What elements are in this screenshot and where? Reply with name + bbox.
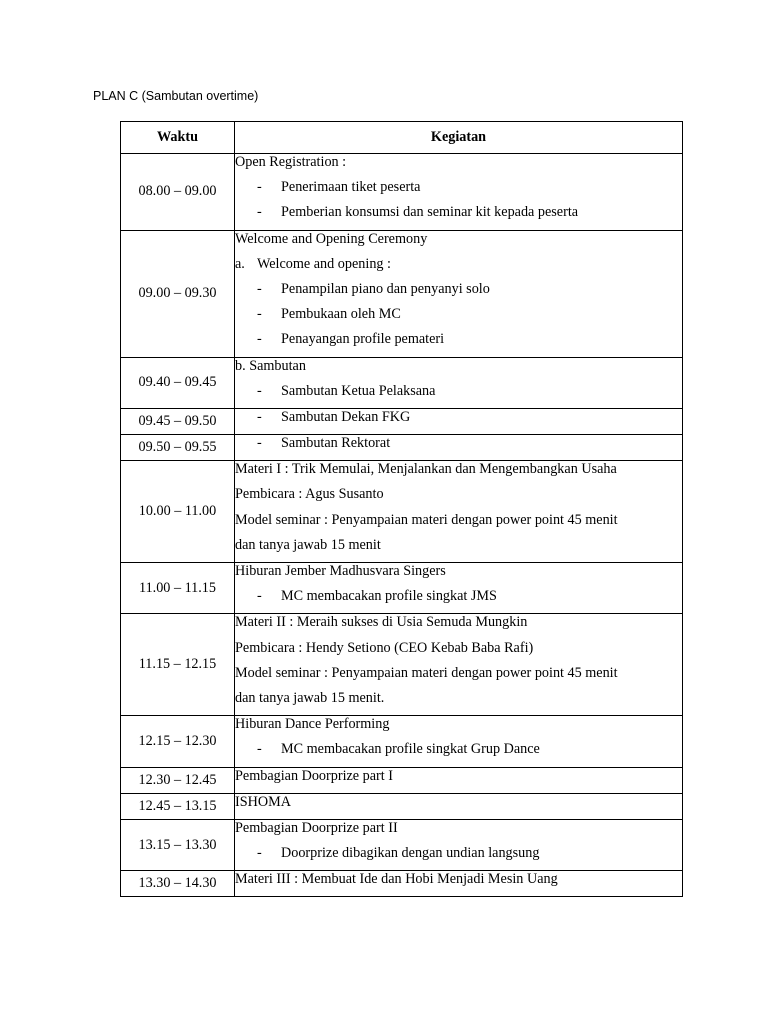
time-cell: 09.50 – 09.55	[121, 435, 235, 461]
dash-marker: -	[257, 280, 262, 297]
table-row	[121, 819, 683, 870]
dash-marker: -	[257, 306, 262, 323]
activity-cell	[235, 793, 683, 819]
item-text: Pembukaan oleh MC	[281, 306, 401, 323]
activity-cell	[235, 357, 683, 408]
bullet-item	[235, 845, 682, 870]
table-row	[121, 461, 683, 563]
table-row	[121, 408, 683, 434]
bullet-item	[235, 331, 682, 356]
table-row	[121, 563, 683, 614]
bullet-item	[235, 435, 682, 460]
time-cell: 12.30 – 12.45	[121, 767, 235, 793]
activity-line: Pembicara : Agus Susanto	[235, 486, 384, 503]
activity-cell	[235, 716, 683, 767]
activity-line: Model seminar : Penyampaian materi dengan power point 45 menit	[235, 511, 618, 528]
item-text: MC membacakan profile singkat Grup Dance	[281, 741, 540, 758]
bullet-item	[235, 306, 682, 331]
bullet-item	[235, 179, 682, 204]
activity-line: Pembicara : Hendy Setiono (CEO Kebab Baba Rafi)	[235, 639, 534, 656]
time-cell: 12.45 – 13.15	[121, 793, 235, 819]
activity-cell	[235, 461, 683, 563]
schedule-table	[120, 121, 683, 897]
time-cell: 09.40 – 09.45	[121, 357, 235, 408]
dash-marker: -	[257, 845, 262, 862]
activity-line: Materi III : Membuat Ide dan Hobi Menjadi Mesin Uang	[235, 871, 558, 888]
activity-line: Hiburan Jember Madhusvara Singers	[235, 563, 446, 579]
activity-line: dan tanya jawab 15 menit.	[235, 689, 385, 706]
activity-cell	[235, 154, 683, 231]
table-row	[121, 435, 683, 461]
dash-marker: -	[257, 741, 262, 758]
bullet-item	[235, 281, 682, 306]
time-cell: 10.00 – 11.00	[121, 461, 235, 563]
activity-line: Materi II : Meraih sukses di Usia Semuda Mungkin	[235, 614, 528, 631]
activity-cell	[235, 614, 683, 716]
bullet-item	[235, 204, 682, 229]
table-row	[121, 230, 683, 357]
item-text: Pemberian konsumsi dan seminar kit kepada peserta	[281, 204, 579, 221]
time-cell: 11.00 – 11.15	[121, 563, 235, 614]
item-text: Penerimaan tiket peserta	[281, 179, 421, 196]
dash-marker: -	[257, 435, 262, 452]
item-text: Penampilan piano dan penyanyi solo	[281, 280, 490, 297]
activity-line: Pembagian Doorprize part II	[235, 819, 398, 836]
activity-line: ISHOMA	[235, 793, 291, 810]
table-row	[121, 716, 683, 767]
time-cell: 13.30 – 14.30	[121, 871, 235, 897]
item-text: Doorprize dibagikan dengan undian langsung	[281, 845, 540, 862]
activity-cell	[235, 767, 683, 793]
activity-line: Hiburan Dance Performing	[235, 716, 390, 733]
item-text: Penayangan profile pemateri	[281, 331, 445, 348]
table-header-row	[121, 122, 683, 154]
activity-line: dan tanya jawab 15 menit	[235, 536, 381, 553]
activity-line: b. Sambutan	[235, 357, 306, 374]
activity-line: Pembagian Doorprize part I	[235, 767, 393, 784]
time-cell: 09.45 – 09.50	[121, 408, 235, 434]
time-cell: 09.00 – 09.30	[121, 230, 235, 357]
time-cell: 13.15 – 13.30	[121, 819, 235, 870]
table-row	[121, 357, 683, 408]
dash-marker: -	[257, 408, 262, 425]
table-row	[121, 871, 683, 897]
activity-cell	[235, 563, 683, 614]
activity-line: Model seminar : Penyampaian materi dengan power point 45 menit	[235, 664, 618, 681]
time-cell: 12.15 – 12.30	[121, 716, 235, 767]
table-row	[121, 767, 683, 793]
time-cell: 11.15 – 12.15	[121, 614, 235, 716]
activity-line: Open Registration :	[235, 154, 347, 170]
activity-cell	[235, 230, 683, 357]
schedule-body	[121, 154, 683, 897]
time-cell: 08.00 – 09.00	[121, 154, 235, 231]
item-text: Sambutan Dekan FKG	[281, 408, 411, 425]
activity-cell	[235, 435, 683, 461]
activity-line: Materi I : Trik Memulai, Menjalankan dan Mengembangkan Usaha	[235, 461, 617, 478]
list-marker: a.	[235, 255, 245, 272]
activity-line: Welcome and Opening Ceremony	[235, 230, 428, 247]
bullet-item	[235, 741, 682, 766]
table-row	[121, 154, 683, 231]
header-waktu: Waktu	[121, 122, 235, 154]
item-text: Welcome and opening :	[257, 255, 391, 272]
document-title: PLAN C (Sambutan overtime)	[93, 89, 259, 103]
activity-cell	[235, 871, 683, 897]
header-kegiatan: Kegiatan	[235, 122, 683, 154]
dash-marker: -	[257, 204, 262, 221]
dash-marker: -	[257, 588, 262, 605]
dash-marker: -	[257, 331, 262, 348]
bullet-item	[235, 588, 682, 613]
activity-cell	[235, 408, 683, 434]
table-row	[121, 614, 683, 716]
bullet-item	[235, 383, 682, 408]
sub-item	[235, 256, 682, 281]
dash-marker: -	[257, 179, 262, 196]
activity-cell	[235, 819, 683, 870]
bullet-item	[235, 409, 682, 434]
item-text: Sambutan Ketua Pelaksana	[281, 382, 436, 399]
dash-marker: -	[257, 382, 262, 399]
item-text: MC membacakan profile singkat JMS	[281, 588, 497, 605]
item-text: Sambutan Rektorat	[281, 435, 391, 452]
table-row	[121, 793, 683, 819]
